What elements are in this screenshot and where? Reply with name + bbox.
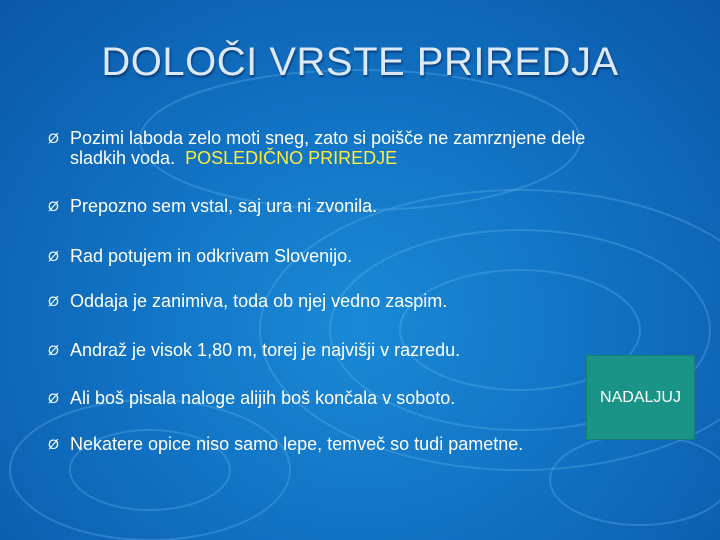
list-item bbox=[48, 246, 352, 266]
sentence-text: Rad potujem in odkrivam Slovenijo. bbox=[70, 246, 353, 266]
arrow-bullet-icon: Ø bbox=[48, 198, 59, 214]
list-item bbox=[48, 291, 447, 311]
next-button[interactable]: NADALJUJ bbox=[586, 355, 695, 440]
arrow-bullet-icon: Ø bbox=[48, 130, 59, 146]
list-item bbox=[48, 196, 377, 216]
list-item bbox=[48, 434, 523, 454]
arrow-bullet-icon: Ø bbox=[48, 293, 59, 309]
sentence-text: Pozimi laboda zelo moti sneg, zato si poišče ne zamrznjene dele bbox=[70, 128, 586, 148]
list-item bbox=[48, 128, 585, 168]
sentence-text: Andraž je visok 1,80 m, torej je najvišji v razredu. bbox=[70, 340, 461, 360]
sentence-text-continued: sladkih voda. bbox=[70, 148, 176, 168]
slide-title: DOLOČI VRSTE PRIREDJA bbox=[101, 40, 619, 84]
sentence-text: Prepozno sem vstal, saj ura ni zvonila. bbox=[70, 196, 378, 216]
arrow-bullet-icon: Ø bbox=[48, 248, 59, 264]
list-item bbox=[48, 340, 460, 360]
sentence-text: Ali boš pisala naloge alijih boš končala v soboto. bbox=[70, 388, 456, 408]
list-item bbox=[48, 388, 455, 408]
sentence-text: Oddaja je zanimiva, toda ob njej vedno zaspim. bbox=[70, 291, 448, 311]
arrow-bullet-icon: Ø bbox=[48, 390, 59, 406]
sentence-text: Nekatere opice niso samo lepe, temveč so tudi pametne. bbox=[70, 434, 524, 454]
answer-label: POSLEDIČNO PRIREDJE bbox=[185, 148, 398, 168]
arrow-bullet-icon: Ø bbox=[48, 436, 59, 452]
arrow-bullet-icon: Ø bbox=[48, 342, 59, 358]
